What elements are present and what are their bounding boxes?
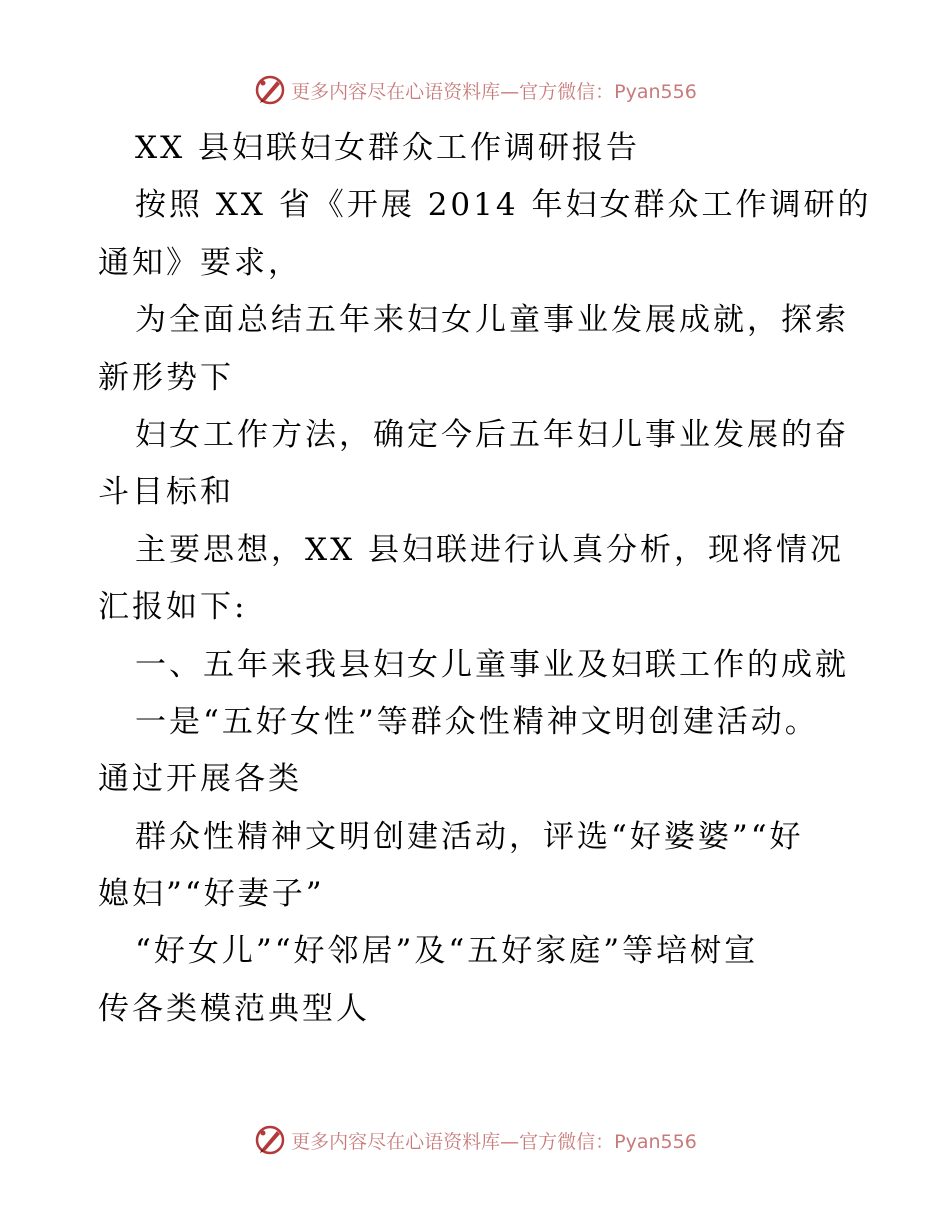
document-line: 一是“五好女性”等群众性精神文明创建活动。 <box>135 703 819 740</box>
document-line: 一、五年来我县妇女儿童事业及妇联工作的成就 <box>135 646 849 683</box>
document-line: 新形势下 <box>98 359 234 396</box>
document-body <box>98 120 872 1038</box>
document-line: 媳妇”“好妻子” <box>98 876 325 913</box>
quill-logo-icon <box>253 1123 287 1157</box>
document-line: XX 县妇联妇女群众工作调研报告 <box>135 130 640 166</box>
header-banner <box>0 70 950 110</box>
document-line: 主要思想，XX 县妇联进行认真分析，现将情况 <box>135 531 844 568</box>
quill-logo-icon <box>253 73 287 107</box>
footer-banner <box>0 1120 950 1160</box>
header-banner-text: 更多内容尽在心语资料库—官方微信：Pyan556 <box>291 80 697 103</box>
document-line: 妇女工作方法，确定今后五年妇儿事业发展的奋 <box>135 416 849 453</box>
document-line: 群众性精神文明创建活动，评选“好婆婆”“好 <box>135 818 804 855</box>
footer-banner-text: 更多内容尽在心语资料库—官方微信：Pyan556 <box>291 1130 697 1153</box>
document-line: 汇报如下: <box>98 589 248 626</box>
document-line: 传各类模范典型人 <box>98 990 370 1027</box>
document-line: 按照 XX 省《开展 2014 年妇女群众工作调研的 <box>135 187 872 224</box>
document-line: 为全面总结五年来妇女儿童事业发展成就，探索 <box>135 302 849 339</box>
document-line: 通过开展各类 <box>98 761 302 798</box>
document-line: 通知》要求， <box>98 244 302 281</box>
document-line: 斗目标和 <box>98 474 234 511</box>
document-line: “好女儿”“好邻居”及“五好家庭”等培树宣 <box>135 933 759 970</box>
